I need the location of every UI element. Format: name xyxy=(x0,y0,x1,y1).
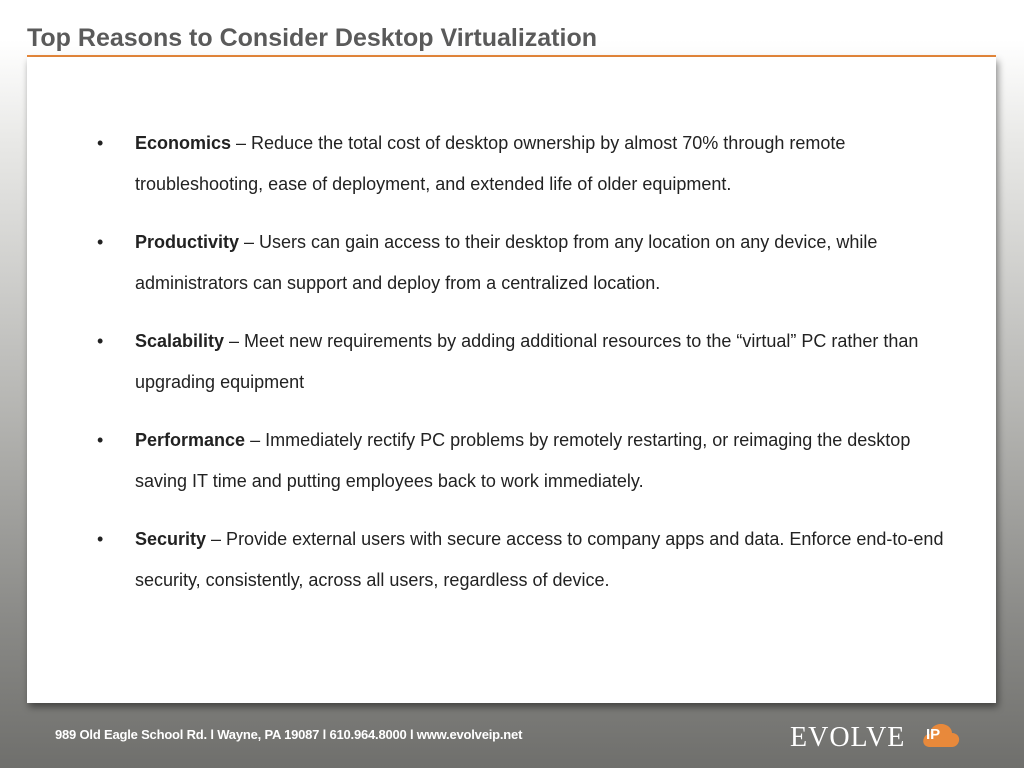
bullet-icon: • xyxy=(97,331,104,351)
bullet-text: – Reduce the total cost of desktop ownership by almost 70% through remote troubleshooting, ease of deployment, and extended life of older equipment. xyxy=(135,133,846,194)
logo-badge: IP xyxy=(926,726,941,743)
footer-address: 989 Old Eagle School Rd. l Wayne, PA 19087 l 610.964.8000 l www.evolveip.net xyxy=(55,727,523,742)
bullet-term: Scalability xyxy=(135,331,225,351)
reasons-list xyxy=(97,123,957,618)
content-panel xyxy=(27,57,996,703)
slide-title: Top Reasons to Consider Desktop Virtualization xyxy=(27,24,597,52)
list-item-security xyxy=(97,519,957,601)
bullet-icon: • xyxy=(97,232,104,252)
bullet-text: – Meet new requirements by adding additional resources to the “virtual” PC rather than upgrading equipment xyxy=(135,331,919,392)
bullet-icon: • xyxy=(97,133,104,153)
bullet-icon: • xyxy=(97,430,104,450)
logo-wordmark: EVOLVE xyxy=(790,722,906,753)
bullet-icon: • xyxy=(97,529,104,549)
list-item-performance xyxy=(97,420,957,502)
bullet-term: Performance xyxy=(135,430,246,450)
list-item-scalability xyxy=(97,321,957,403)
list-item-productivity xyxy=(97,222,957,304)
bullet-term: Productivity xyxy=(135,232,240,252)
list-item-economics xyxy=(97,123,957,205)
bullet-term: Security xyxy=(135,529,207,549)
bullet-text: – Immediately rectify PC problems by remotely restarting, or reimaging the desktop saving IT time and putting employees back to work immediately. xyxy=(135,430,911,491)
bullet-term: Economics xyxy=(135,133,232,153)
bullet-text: – Provide external users with secure access to company apps and data. Enforce end-to-end security, consistently, across all users, regardless of device. xyxy=(135,529,944,590)
bullet-text: – Users can gain access to their desktop from any location on any device, while administrators can support and deploy from a centralized location. xyxy=(135,232,878,293)
